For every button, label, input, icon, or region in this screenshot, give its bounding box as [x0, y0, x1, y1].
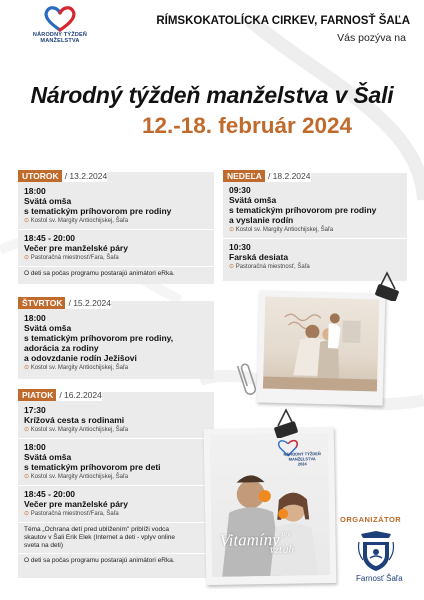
location-pin-icon: ⊙: [24, 365, 31, 371]
event-time: 18:00: [24, 186, 46, 196]
divider: [18, 553, 214, 554]
day-tab-tuesday: [18, 170, 107, 182]
organization-name: RÍMSKOKATOLÍCKA CIRKEV, FARNOSŤ ŠAĽA: [156, 15, 410, 27]
event-time: 10:30: [229, 242, 251, 252]
event-title: s tematickým príhovorom pre rodiny: [24, 206, 172, 216]
event-title: adorácia za rodiny: [24, 343, 99, 353]
paperclip-icon: [236, 360, 256, 398]
couple-photo: [204, 427, 337, 585]
logo-text-line2: MANŽELSTVA: [40, 38, 80, 44]
event-title: Večer pre manželské páry: [24, 243, 128, 253]
caption-word: vzťah: [269, 543, 295, 557]
event-title: Farská desiata: [229, 252, 289, 262]
divider: [18, 485, 214, 486]
photo-logo-text: NÁRODNÝ TÝŽDEŇ MANŽELSTVA 2024: [283, 451, 321, 467]
event-time: 18:45 - 20:00: [24, 489, 76, 499]
event-location: ⊙ Kostol sv. Margity Antiochijskej, Šaľa: [229, 227, 334, 233]
binder-clip-icon: [273, 408, 299, 438]
day-card-tuesday: [18, 172, 214, 284]
event-title: a vyslanie rodín: [229, 215, 294, 225]
family-photo: [257, 290, 386, 405]
divider: [18, 522, 214, 523]
day-tab-sunday: [223, 170, 311, 182]
kids-note: O deti sa počas programu postarajú animátori eRka.: [24, 270, 175, 277]
invite-text: Vás pozýva na: [337, 32, 406, 44]
location-pin-icon: ⊙: [24, 427, 31, 433]
event-title: s tematickým príhovorom pre rodiny,: [24, 333, 174, 343]
event-logo: [22, 6, 98, 54]
topic-note: sveta na deti): [24, 542, 64, 549]
event-title: s tematickým príhovorom pre rodiny: [229, 205, 377, 215]
day-label: ŠTVRTOK: [18, 297, 65, 309]
day-card-friday: [18, 392, 214, 578]
day-date: / 13.2.2024: [64, 171, 108, 181]
page-title: Národný týždeň manželstva v Šali: [30, 82, 394, 108]
day-label: PIATOK: [18, 389, 56, 401]
event-title: Svätá omša: [24, 452, 72, 462]
caption-word: pre: [281, 529, 291, 538]
event-title: Svätá omša: [229, 195, 277, 205]
parish-name: Farnosť Šaľa: [356, 574, 403, 583]
day-card-thursday: [18, 298, 214, 379]
kids-note: O deti sa počas programu postarajú animátori eRka.: [24, 557, 175, 564]
day-tab-friday: [18, 389, 102, 401]
event-title: Krížová cesta s rodinami: [24, 415, 125, 425]
day-label: NEDEĽA: [223, 170, 265, 182]
event-time: 18:45 - 20:00: [24, 233, 76, 243]
day-label: UTOROK: [18, 170, 62, 182]
location-pin-icon: ⊙: [24, 218, 31, 224]
event-title: a odovzdanie rodín Ježišovi: [24, 353, 137, 363]
event-time: 17:30: [24, 405, 46, 415]
parish-crest-icon: [355, 530, 397, 572]
day-date: / 16.2.2024: [59, 390, 102, 400]
event-title: Svätá omša: [24, 323, 72, 333]
divider: [18, 438, 214, 439]
event-title: Večer pre manželské páry: [24, 499, 128, 509]
event-time: 18:00: [24, 313, 46, 323]
event-time: 18:00: [24, 442, 46, 452]
day-date: / 18.2.2024: [267, 171, 311, 181]
day-tab-thursday: [18, 297, 111, 309]
event-location: ⊙ Kostol sv. Margity Antiochijskej, Šaľa: [24, 474, 129, 480]
logo-text-line1: NÁRODNÝ TÝŽDEŇ: [32, 32, 88, 38]
event-location: ⊙ Pastoračná miestnosť/Fara, Šaľa: [24, 255, 119, 261]
event-location: ⊙ Kostol sv. Margity Antiochijskej, Šaľa: [24, 218, 129, 224]
day-card-sunday: [223, 173, 407, 281]
location-pin-icon: ⊙: [24, 511, 31, 517]
event-title: s tematickým príhovorom pre deti: [24, 462, 161, 472]
organizer-label: ORGANIZÁTOR: [340, 515, 402, 524]
topic-note: Téma „Ochrana detí pred ublížením" priblíži vodca: [24, 526, 170, 533]
event-location: ⊙ Pastoračná miestnosť, Šaľa: [229, 264, 310, 270]
event-time: 09:30: [229, 185, 251, 195]
location-pin-icon: ⊙: [229, 264, 236, 270]
divider: [223, 238, 407, 239]
event-location: ⊙ Kostol sv. Margity Antiochijskej, Šaľa: [24, 365, 129, 371]
divider: [18, 266, 214, 267]
heart-logo-icon: [42, 6, 78, 32]
event-dates: 12.-18. február 2024: [141, 113, 353, 138]
event-location: ⊙ Pastoračná miestnosť/Fara, Šaľa: [24, 511, 119, 517]
event-title: Svätá omša: [24, 196, 72, 206]
topic-note: skautov v Šali Erik Elek (Internet a deti - vplyv online: [24, 534, 176, 541]
location-pin-icon: ⊙: [24, 255, 31, 261]
day-date: / 15.2.2024: [68, 298, 112, 308]
photo-caption: [219, 530, 294, 557]
divider: [18, 229, 214, 230]
location-pin-icon: ⊙: [24, 474, 31, 480]
location-pin-icon: ⊙: [229, 227, 236, 233]
binder-clip-icon: [374, 271, 400, 301]
family-illustration: [263, 297, 379, 392]
event-location: ⊙ Kostol sv. Margity Antiochijskej, Šaľa: [24, 427, 129, 433]
caption-word: Vitamíny: [219, 529, 280, 550]
